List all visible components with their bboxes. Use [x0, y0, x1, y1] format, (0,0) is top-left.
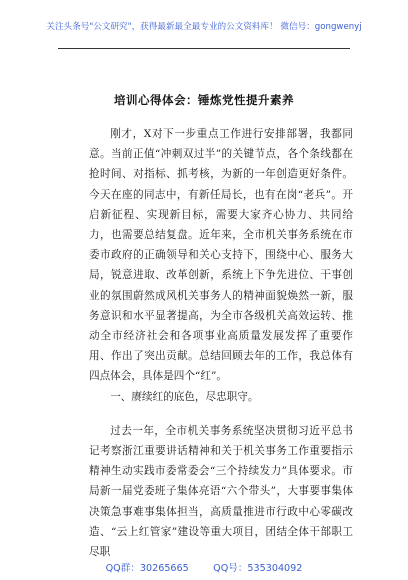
page-header-notice: 关注头条号"公文研究"，获得最新最全最专业的公文资料库！ 微信号：gongwenyj	[46, 22, 362, 32]
section-heading: 一、赓续红的底色，尽忠职守。	[110, 390, 259, 403]
header-divider	[58, 48, 350, 49]
document-body	[89, 124, 353, 562]
page-footer-contact: QQ群：30265665 QQ号：535304092	[105, 563, 303, 574]
document-title: 培训心得体会：锤炼党性提升素养	[114, 93, 294, 107]
body-paragraph: 刚才，X对下一步重点工作进行安排部署，我都同意。当前正值“冲刺双过半”的关键节点，各个条线都在抢时间、对指标、抓考核，为新的一年创造更好条件。今天在座的同志中，有新任局长，也有在岗“老兵”。开启新征程、实现新目标，需要大家齐心协力、共同给力，也需要总结复盘。近年来，全市机关事务系统在市委市政府的正确领导和关心支持下，围绕中心、服务大局，锐意进取、改革创新，系统上下争先进位、干事创业的氛围蔚然成风机关事务人的精神面貌焕然一新，服务意识和水平显著提高，为全市各级机关高效运转、推动全市经济社会和各项事业高质量发展发挥了重要作用、作出了突出贡献。总结回顾去年的工作，我总体有四点体会，具体是四个“红”。	[89, 128, 353, 383]
body-paragraph: 过去一年，全市机关事务系统坚决贯彻习近平总书记考察浙江重要讲话精神和关于机关事务工作重要指示精神生动实践市委常委会“三个持续发力”具体要求。市局新一届党委班子集体亮语“六个带头”，大事要事集体决策急事难事集体担当，高质量推进市行政中心零碳改造、“云上红管家”建设等重大项目，团结全体干部职工尽职	[89, 424, 353, 559]
